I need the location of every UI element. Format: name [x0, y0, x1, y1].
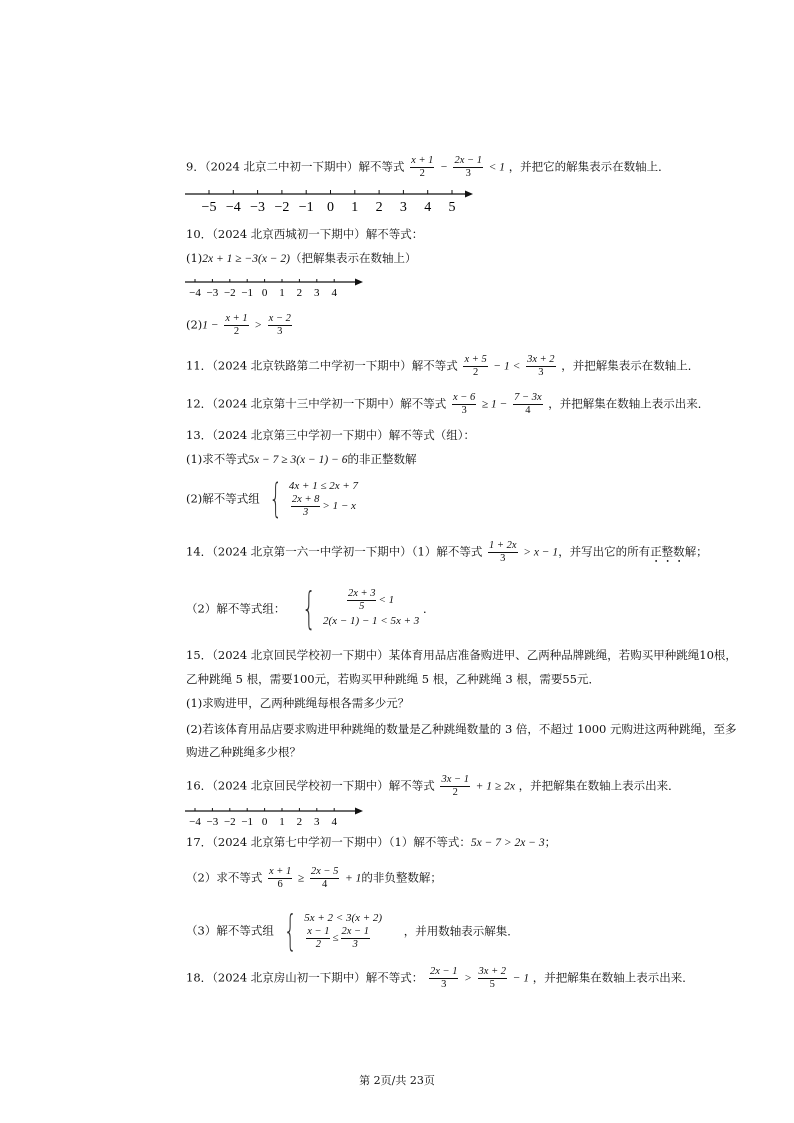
fraction: $\frac{x + 5}{2}$	[464, 354, 487, 378]
question-16: 16．（2024 北京回民学校初一下期中）解不等式 $\frac{3x - 1}{2}$ + 1 ≥ 2x ，并把解集在数轴上表示出来．	[186, 774, 680, 798]
fraction: $\frac{3x - 1}{2}$	[441, 774, 469, 798]
inequality-system: { 4x + 1 ≤ 2x + 7 $\frac{2x + 8}{3}$ > 1 − x	[269, 475, 359, 522]
fraction: $\frac{x + 1}{6}$	[268, 866, 292, 890]
fraction: $\frac{2x - 5}{4}$	[310, 866, 339, 890]
number-line-label: 0	[261, 816, 268, 828]
question-14-part-2: （2）解不等式组： { $\frac{2x + 3}{5}$ < 1 2(x − 1) − 1 < 5x + 3 ．	[186, 582, 435, 634]
fraction: $\frac{7 - 3x}{4}$	[514, 392, 542, 416]
number-line-label: 3	[314, 816, 320, 828]
question-9: 9．（2024 北京二中初一下期中）解不等式 $\frac{x + 1}{2}$ − $\frac{2x - 1}{3}$ < 1 ，并把它的解集表示在数轴上．	[186, 155, 670, 179]
number-line-label: 2	[375, 200, 383, 215]
number-line-label: 2	[296, 287, 303, 299]
number-line-label: 4	[331, 287, 337, 299]
number-line-label: 0	[327, 200, 334, 215]
fraction: $\frac{2x - 1}{3}$	[454, 155, 482, 179]
fraction: $\frac{x - 6}{3}$	[452, 392, 476, 416]
number-line-label: −4	[189, 816, 201, 828]
fraction: $\frac{3x + 2}{3}$	[527, 354, 555, 378]
question-13-part-1: (1)求不等式5x − 7 ≥ 3(x − 1) − 6的非正整数解	[186, 452, 417, 466]
page-footer: 第 2页/共 23页	[359, 1074, 435, 1087]
question-12: 12．（2024 北京第十三中学初一下期中）解不等式 $\frac{x - 6}{3}$ ≥ 1 − $\frac{7 - 3x}{4}$ ，并把解集在数轴上表示出来．	[186, 392, 710, 416]
fraction: $\frac{x - 2}{3}$	[268, 313, 291, 337]
number-line-label: −2	[223, 287, 236, 299]
question-14: 14．（2024 北京第一六一中学初一下期中）（1）解不等式 $\frac{1 + 2x}{3}$ > x − 1，并写出它的所有正整数解；	[186, 540, 708, 564]
number-line-arrow	[355, 279, 363, 286]
number-line-label: 2	[296, 816, 303, 828]
question-15-part-2-line-2: 购进乙种跳绳多少根？	[186, 745, 301, 759]
number-line-label: −1	[241, 287, 254, 299]
number-line-arrow	[355, 808, 363, 815]
number-line-label: 3	[314, 287, 320, 299]
question-10-part-2: (2)1 − $\frac{x + 1}{2}$ > $\frac{x - 2}{3}$	[186, 313, 291, 337]
question-15-part-2: (2)若该体育用品店要求购进甲种跳绳的数量是乙种跳绳数量的 3 倍，不超过 1000 元购进这两种跳绳，至多	[186, 722, 737, 736]
question-11: 11．（2024 北京铁路第二中学初一下期中）解不等式 $\frac{x + 5}{2}$ − 1 < $\frac{3x + 2}{3}$ ，并把解集表示在数轴上．	[186, 354, 700, 378]
number-line-label: −5	[201, 200, 217, 215]
number-line-label: −1	[298, 200, 314, 215]
number-line-label: 1	[279, 816, 285, 828]
fraction: $\frac{x + 1}{2}$	[411, 155, 434, 179]
question-18: 18．（2024 北京房山初一下期中）解不等式： $\frac{2x - 1}{3}$ > $\frac{3x + 2}{5}$ − 1 ，并把解集在数轴上表示出来．	[186, 966, 694, 990]
number-line-label: −1	[241, 816, 254, 828]
number-line-label: −3	[206, 287, 219, 299]
question-17: 17．（2024 北京第七中学初一下期中）（1）解不等式：5x − 7 > 2x − 3；	[186, 835, 557, 849]
question-10-part-1: (1)2x + 1 ≥ −3(x − 2)（把解集表示在数轴上）	[186, 251, 417, 265]
number-line-q9	[183, 188, 478, 218]
number-line-label: −4	[189, 287, 201, 299]
number-line-label: −2	[274, 200, 290, 215]
number-line-q16	[183, 805, 368, 831]
number-line-label: −2	[223, 816, 236, 828]
fraction: $\frac{3x + 2}{5}$	[478, 966, 507, 990]
number-line-label: 1	[279, 287, 285, 299]
number-line-label: 0	[261, 287, 268, 299]
number-line-label: 4	[424, 200, 432, 215]
number-line-svg	[183, 188, 478, 218]
number-line-q10	[183, 276, 368, 302]
inequality-system: { $\frac{2x + 3}{5}$ < 1 2(x − 1) − 1 < 5x + 3	[301, 582, 420, 634]
number-line-label: −3	[250, 200, 266, 215]
emphasized-text: 正整数	[650, 544, 685, 559]
number-line-svg	[183, 805, 368, 831]
number-line-label: −3	[206, 816, 219, 828]
question-13-part-2: (2)解不等式组 { 4x + 1 ≤ 2x + 7 $\frac{2x + 8}{3}$ > 1 − x	[186, 475, 359, 522]
number-line-label: −4	[225, 200, 241, 215]
fraction: $\frac{1 + 2x}{3}$	[489, 540, 517, 564]
number-line-label: 3	[399, 200, 407, 215]
inequality-system: { 5x + 2 < 3(x + 2) $\frac{x - 1}{2}$ ≤ $\frac{2x - 1}{3}$	[284, 905, 383, 955]
number-line-label: 1	[351, 200, 359, 215]
question-13: 13．（2024 北京第三中学初一下期中）解不等式（组）：	[186, 428, 476, 442]
number-line-arrow	[465, 191, 473, 198]
number-line-label: 5	[448, 200, 456, 215]
question-17-part-3: （3）解不等式组 { 5x + 2 < 3(x + 2) $\frac{x - 1}{2}$ ≤ $\frac{2x - 1}{3}$ ，并用数轴表示解集．	[186, 905, 519, 955]
number-line-label: 4	[331, 816, 337, 828]
question-10: 10．（2024 北京西城初一下期中）解不等式：	[186, 227, 424, 241]
fraction: $\frac{x + 1}{2}$	[225, 313, 248, 337]
question-15: 15．（2024 北京回民学校初一下期中）某体育用品店准备购进甲、乙两种品牌跳绳，若购买甲种跳绳10根，	[186, 648, 737, 662]
fraction: $\frac{2x - 1}{3}$	[429, 966, 458, 990]
question-17-part-2: （2）求不等式 $\frac{x + 1}{6}$ ≥ $\frac{2x - 5}{4}$ + 1的非负整数解；	[186, 866, 442, 890]
question-15-part-1: (1)求购进甲，乙两种跳绳每根各需多少元？	[186, 696, 410, 710]
number-line-svg	[183, 276, 368, 302]
question-15-line-2: 乙种跳绳 5 根，需要100元，若购买甲种跳绳 5 根，乙种跳绳 3 根，需要55元．	[186, 672, 600, 686]
